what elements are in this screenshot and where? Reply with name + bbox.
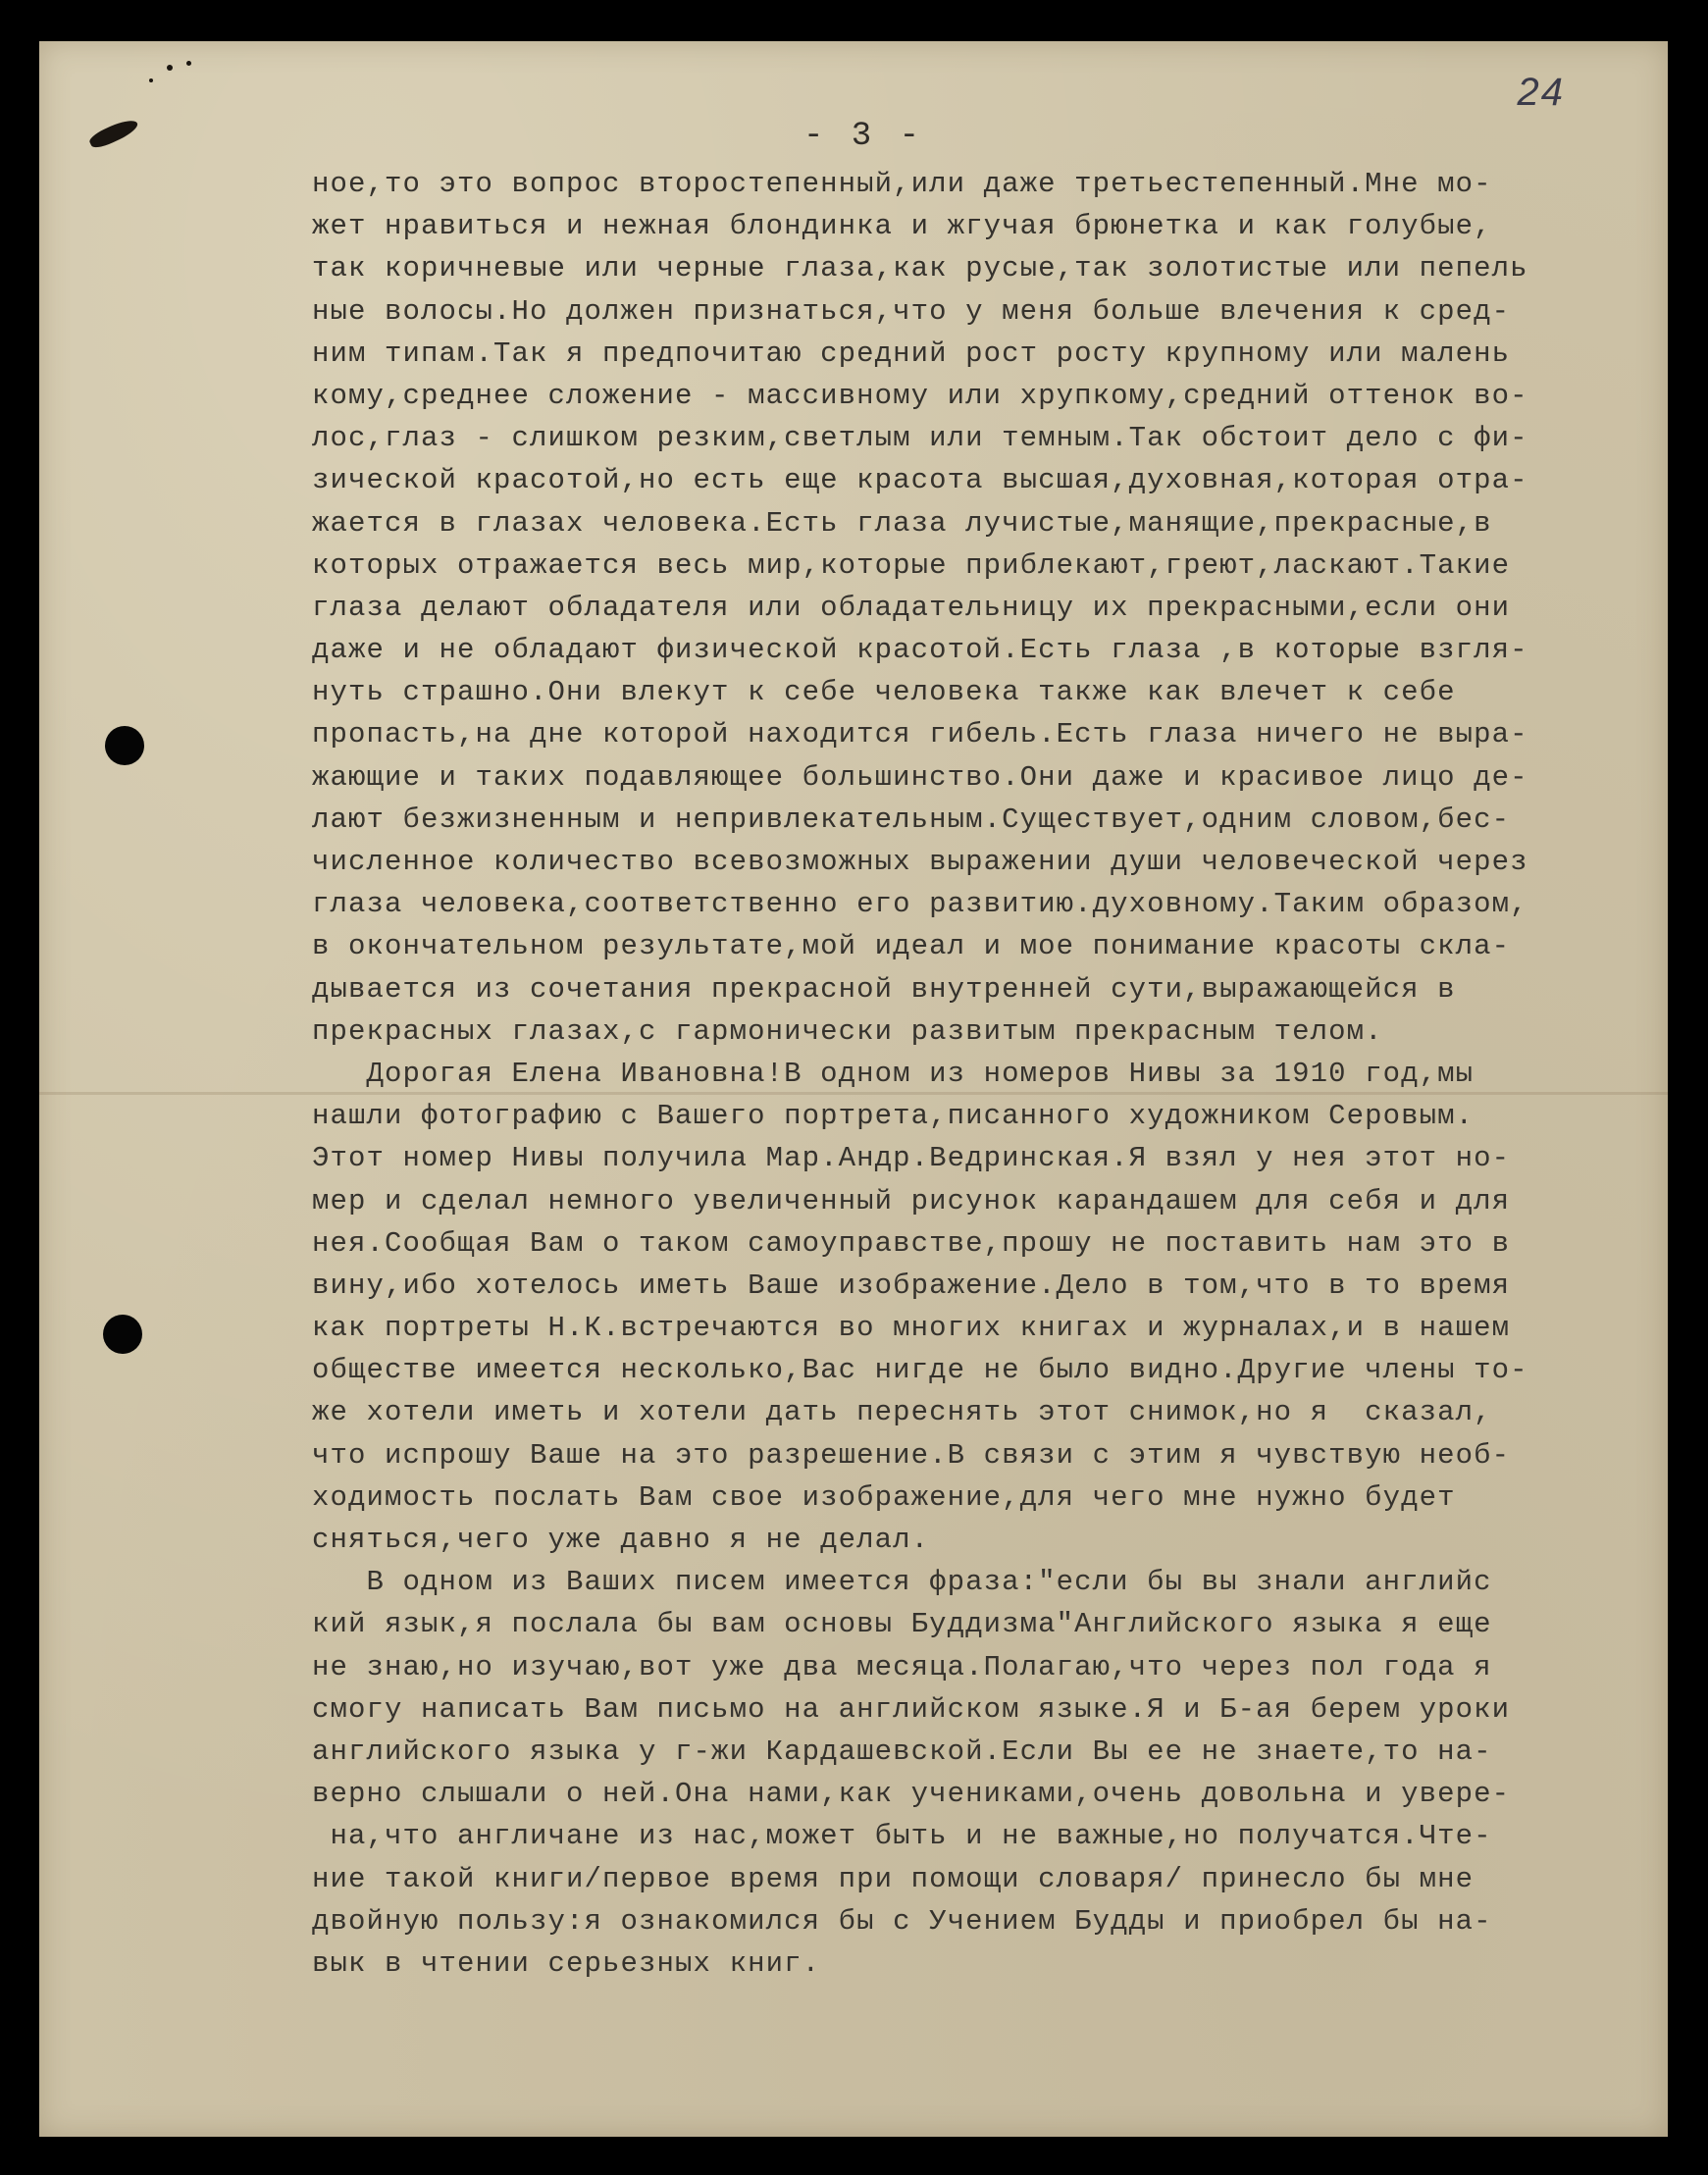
text-line: английского языка у г-жи Кардашевской.Если Вы ее не знаете,то на- [312, 1735, 1492, 1768]
text-line: обществе имеется несколько,Вас нигде не было видно.Другие члены то- [312, 1354, 1528, 1387]
text-line: лают безжизненным и непривлекательным.Существует,одним словом,бес- [312, 803, 1511, 836]
text-line: вык в чтении серьезных книг. [312, 1946, 821, 1980]
punch-hole-bottom [103, 1315, 142, 1354]
text-line: двойную пользу:я ознакомился бы с Учением Будды и приобрел бы на- [312, 1904, 1492, 1938]
paragraph-start-line: Дорогая Елена Ивановна!В одном из номеров Нивы за 1910 год,мы [312, 1057, 1475, 1090]
text-line: ное,то это вопрос второстепенный,или даже третьестепенный.Мне мо- [312, 168, 1492, 200]
text-line: зической красотой,но есть еще красота высшая,духовная,которая отра- [312, 464, 1528, 497]
text-line: сняться,чего уже давно я не делал. [312, 1524, 930, 1556]
text-line: которых отражается весь мир,которые приблекают,греют,ласкают.Такие [312, 548, 1511, 582]
text-line: лос,глаз - слишком резким,светлым или темным.Так обстоит дело с фи- [312, 422, 1528, 455]
text-line: ним типам.Так я предпочитаю средний рост росту крупному или малень [312, 337, 1511, 370]
text-line: в окончательном результате,мой идеал и мое понимание красоты скла- [312, 930, 1511, 963]
text-line: же хотели иметь и хотели дать переснять этот снимок,но я сказал, [312, 1396, 1492, 1429]
ink-speck [167, 65, 173, 71]
document-page [39, 41, 1668, 2137]
ink-speck [149, 78, 153, 82]
text-line: что испрошу Ваше на это разрешение.В связи с этим я чувствую необ- [312, 1438, 1511, 1472]
text-line: не знаю,но изучаю,вот уже два месяца.Полагаю,что через пол года я [312, 1650, 1492, 1683]
ink-speck [186, 61, 191, 66]
text-line: прекрасных глазах,с гармонически развитым прекрасным телом. [312, 1014, 1383, 1048]
text-line: дывается из сочетания прекрасной внутренней сути,выражающейся в [312, 972, 1456, 1006]
text-line: жет нравиться и нежная блондинка и жгучая брюнетка и как голубые, [312, 210, 1492, 243]
text-line: мер и сделал немного увеличенный рисунок карандашем для себя и для [312, 1184, 1511, 1217]
text-line: глаза человека,соответственно его развитию.духовному.Таким образом, [312, 888, 1528, 921]
text-line: как портреты Н.К.встречаются во многих книгах и журналах,и в нашем [312, 1312, 1511, 1345]
text-line: кий язык,я послала бы вам основы Буддизма"Английского языка я еще [312, 1608, 1492, 1641]
text-line: численное количество всевозможных выражении души человеческой через [312, 846, 1528, 878]
text-line: ние такой книги/первое время при помощи словаря/ принесло бы мне [312, 1862, 1475, 1895]
text-line: нея.Сообщая Вам о таком самоуправстве,прошу не поставить нам это в [312, 1226, 1511, 1260]
text-line: ные волосы.Но должен признаться,что у меня больше влечения к сред- [312, 294, 1511, 328]
text-line: смогу написать Вам письмо на английском языке.Я и Б-ая берем уроки [312, 1692, 1511, 1726]
text-line: Этот номер Нивы получила Мар.Андр.Ведринская.Я взял у нея этот но- [312, 1142, 1511, 1175]
text-line: пропасть,на дне которой находится гибель.Есть глаза ничего не выра- [312, 718, 1528, 751]
text-line: даже и не обладают физической красотой.Есть глаза ,в которые взгля- [312, 634, 1528, 667]
text-line: жается в глазах человека.Есть глаза лучистые,манящие,прекрасные,в [312, 506, 1492, 540]
letter-body [312, 163, 1636, 1985]
archive-number: 24 [1517, 71, 1565, 114]
paragraph-start-line: В одном из Ваших писем имеется фраза:"если бы вы знали английс [312, 1566, 1492, 1599]
text-line: кому,среднее сложение - массивному или хрупкому,средний оттенок во- [312, 379, 1528, 412]
text-line: на,что англичане из нас,может быть и не важные,но получатся.Чте- [312, 1820, 1492, 1853]
punch-hole-top [105, 726, 144, 765]
page-number: - 3 - [802, 118, 924, 155]
text-line: так коричневые или черные глаза,как русые,так золотистые или пепель [312, 252, 1528, 285]
text-line: верно слышали о ней.Она нами,как учениками,очень довольна и увере- [312, 1778, 1511, 1811]
text-line: вину,ибо хотелось иметь Ваше изображение.Дело в том,что в то время [312, 1269, 1511, 1302]
text-line: жающие и таких подавляющее большинство.Они даже и красивое лицо де- [312, 760, 1528, 794]
text-line: нашли фотографию с Вашего портрета,писанного художником Серовым. [312, 1100, 1475, 1133]
text-line: нуть страшно.Они влекут к себе человека также как влечет к себе [312, 676, 1456, 709]
text-line: глаза делают обладателя или обладательницу их прекрасными,если они [312, 591, 1511, 624]
text-line: ходимость послать Вам свое изображение,для чего мне нужно будет [312, 1480, 1456, 1514]
